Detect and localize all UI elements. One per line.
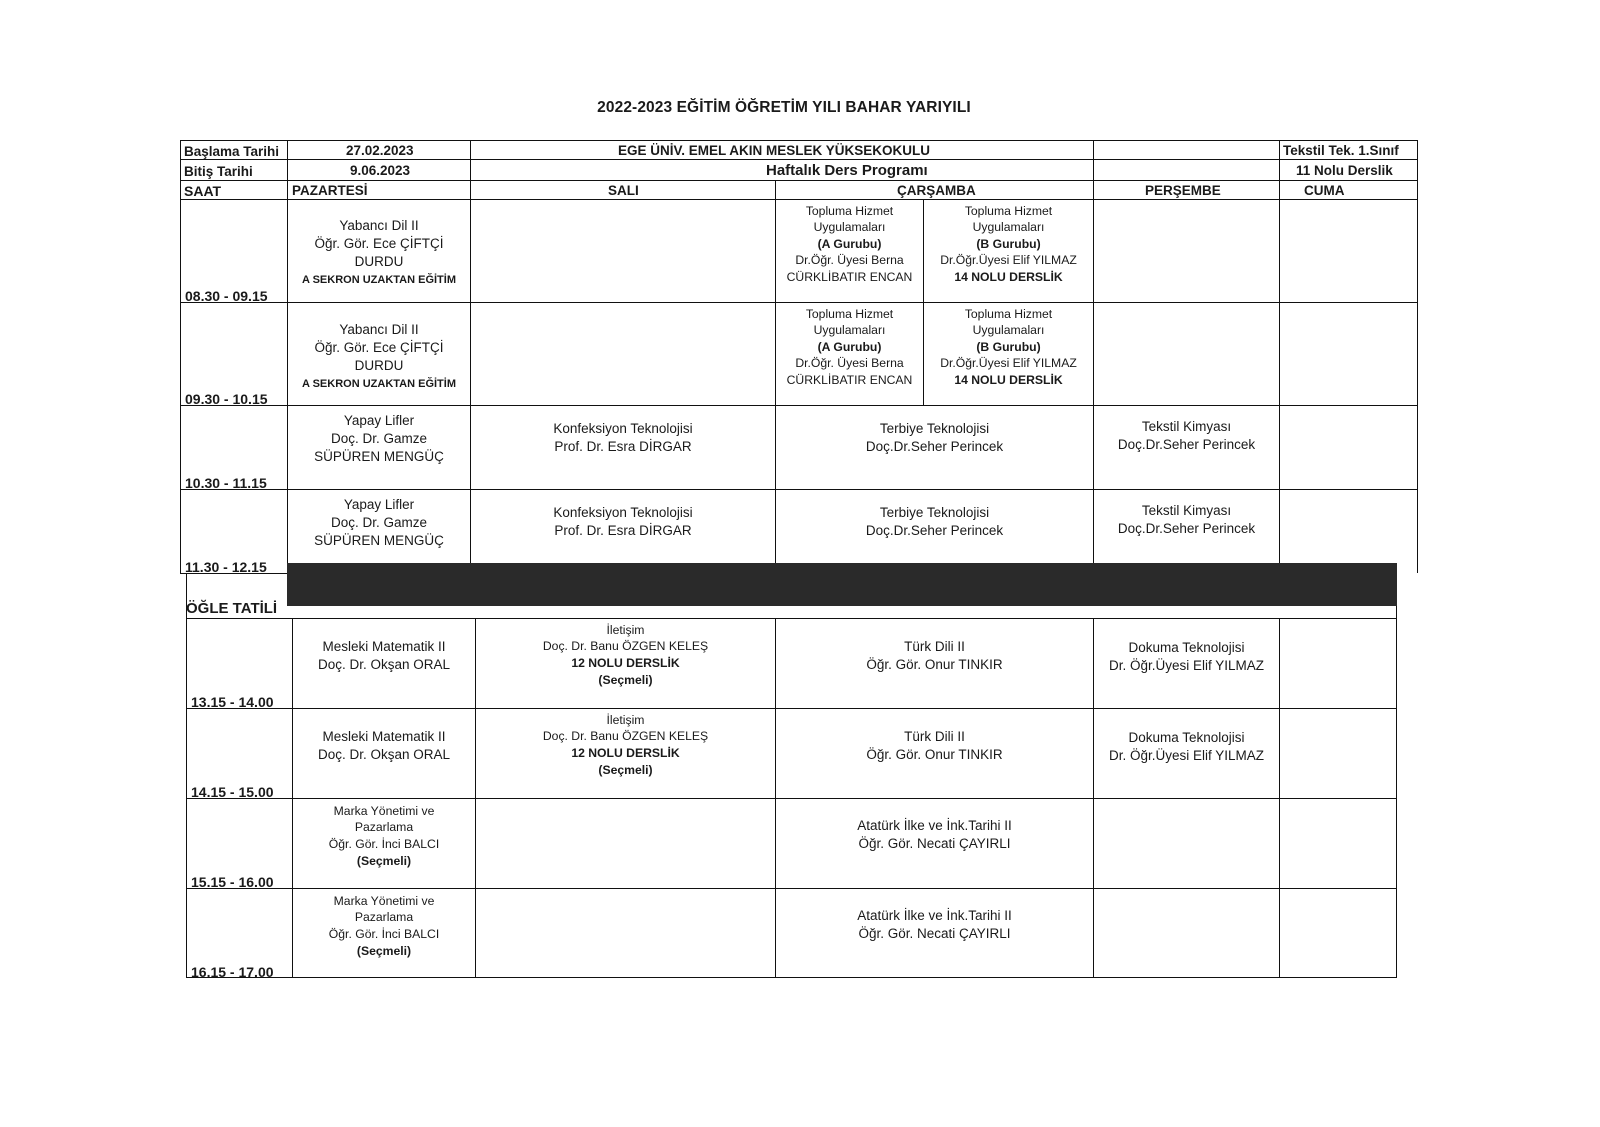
end-date-value: 9.06.2023 xyxy=(350,163,411,178)
instructor-name: Öğr. Gör. Onur TINKIR xyxy=(866,657,1003,672)
course-cell xyxy=(288,318,470,396)
course-cell xyxy=(293,636,475,676)
grid-line xyxy=(1396,606,1397,977)
instructor-name: Doç. Dr. Banu ÖZGEN KELEŞ xyxy=(542,729,709,744)
end-date-label: Bitiş Tarihi xyxy=(184,164,253,179)
course-cell xyxy=(776,200,923,288)
instructor-name: Dr.Öğr.Üyesi Elif YILMAZ xyxy=(940,356,1077,371)
course-name: Topluma Hizmet xyxy=(805,203,894,218)
room-note: 14 NOLU DERSLİK xyxy=(954,372,1063,387)
elective-note: (Seçmeli) xyxy=(356,853,412,868)
class-name: Tekstil Tek. 1.Sınıf xyxy=(1283,143,1399,158)
group-label: (B Gurubu) xyxy=(976,236,1041,251)
grid-line xyxy=(186,977,1397,978)
course-cell xyxy=(288,214,470,292)
course-cell xyxy=(776,726,1093,766)
col-header-time: SAAT xyxy=(184,183,222,199)
instructor-name: Doç. Dr. Gamze xyxy=(330,431,428,446)
instructor-name: Öğr. Gör. Necati ÇAYIRLI xyxy=(858,926,1011,941)
course-name: Pazarlama xyxy=(354,910,414,925)
course-name: Marka Yönetimi ve xyxy=(333,893,435,908)
course-name: Uygulamaları xyxy=(972,220,1045,235)
instructor-name: Öğr. Gör. Ece ÇİFTÇİ xyxy=(314,340,444,355)
course-name: Uygulamaları xyxy=(813,323,886,338)
course-cell xyxy=(288,494,470,552)
instructor-name: DURDU xyxy=(354,358,404,373)
course-name: Dokuma Teknolojisi xyxy=(1128,730,1245,745)
course-name: Marka Yönetimi ve xyxy=(333,803,435,818)
room-label: 11 Nolu Derslik xyxy=(1296,163,1393,178)
course-name: Dokuma Teknolojisi xyxy=(1128,640,1245,655)
course-cell xyxy=(1094,727,1279,767)
col-header-thursday: PERŞEMBE xyxy=(1145,183,1221,198)
course-name: İletişim xyxy=(606,622,645,637)
course-name: Konfeksiyon Teknolojisi xyxy=(553,421,693,436)
grid-line xyxy=(180,140,1417,141)
col-header-monday: PAZARTESİ xyxy=(292,183,368,198)
course-cell xyxy=(476,619,775,691)
instructor-name: Öğr. Gör. İnci BALCI xyxy=(328,837,440,851)
course-name: Topluma Hizmet xyxy=(964,306,1053,321)
elective-note: (Seçmeli) xyxy=(356,943,412,958)
course-cell xyxy=(924,303,1093,391)
instructor-name: Doç. Dr. Okşan ORAL xyxy=(317,747,451,762)
course-name: Mesleki Matematik II xyxy=(322,639,446,654)
lunch-label: ÖĞLE TATİLİ xyxy=(186,600,278,617)
course-name: Mesleki Matematik II xyxy=(322,729,446,744)
course-name: Topluma Hizmet xyxy=(964,203,1053,218)
course-name: Türk Dili II xyxy=(904,639,965,654)
grid-line xyxy=(180,180,1417,181)
instructor-name: Prof. Dr. Esra DİRGAR xyxy=(554,439,692,454)
course-cell xyxy=(1094,637,1279,677)
col-header-wednesday: ÇARŞAMBA xyxy=(897,183,976,198)
time-slot-label: 13.15 - 14.00 xyxy=(191,694,274,710)
time-slot-label: 16.15 - 17.00 xyxy=(191,964,274,980)
room-note: 12 NOLU DERSLİK xyxy=(571,746,680,760)
time-slot-label: 15.15 - 16.00 xyxy=(191,874,274,890)
course-name: Yapay Lifler xyxy=(343,413,415,428)
instructor-name: Dr.Öğr. Üyesi Berna xyxy=(795,253,904,268)
grid-line xyxy=(180,140,181,573)
course-cell xyxy=(293,800,475,872)
room-note: 14 NOLU DERSLİK xyxy=(954,269,1063,284)
grid-line xyxy=(186,798,1397,799)
instructor-name: Doç.Dr.Seher Perincek xyxy=(865,439,1004,454)
course-cell xyxy=(1094,500,1279,540)
location-note: A SEKRON UZAKTAN EĞİTİM xyxy=(302,378,456,390)
course-name: Atatürk İlke ve İnk.Tarihi II xyxy=(857,908,1012,923)
program-title: Haftalık Ders Programı xyxy=(766,162,928,179)
group-label: (A Gurubu) xyxy=(817,339,882,354)
instructor-name: Doç.Dr.Seher Perincek xyxy=(865,523,1004,538)
course-cell xyxy=(776,303,923,391)
course-name: İletişim xyxy=(606,712,645,727)
instructor-name: Doç.Dr.Seher Perincek xyxy=(1117,437,1256,452)
instructor-name: SÜPÜREN MENGÜÇ xyxy=(314,533,444,548)
time-slot-label: 14.15 - 15.00 xyxy=(191,784,274,800)
instructor-name: Dr. Öğr.Üyesi Elif YILMAZ xyxy=(1108,748,1265,763)
time-slot-label: 11.30 - 12.15 xyxy=(185,559,267,575)
course-cell xyxy=(293,726,475,766)
course-cell xyxy=(776,905,1093,945)
time-slot-label: 08.30 - 09.15 xyxy=(185,288,268,304)
course-cell xyxy=(471,502,775,542)
instructor-name: Doç. Dr. Gamze xyxy=(330,515,428,530)
course-name: Terbiye Teknolojisi xyxy=(879,505,990,520)
course-name: Yabancı Dil II xyxy=(339,322,419,337)
col-header-tuesday: SALI xyxy=(608,183,639,198)
instructor-name: DURDU xyxy=(354,254,404,269)
course-name: Tekstil Kimyası xyxy=(1141,419,1232,434)
course-cell xyxy=(776,815,1093,855)
course-cell xyxy=(471,418,775,458)
elective-note: (Seçmeli) xyxy=(598,762,653,777)
room-note: 12 NOLU DERSLİK xyxy=(571,656,680,670)
course-cell xyxy=(776,636,1093,676)
course-name: Terbiye Teknolojisi xyxy=(879,421,990,436)
grid-line xyxy=(186,573,187,977)
course-cell xyxy=(776,502,1093,542)
instructor-name: Dr.Öğr. Üyesi Berna xyxy=(795,356,904,371)
course-name: Pazarlama xyxy=(354,820,414,835)
instructor-name: SÜPÜREN MENGÜÇ xyxy=(314,449,444,464)
grid-line xyxy=(180,405,1417,406)
instructor-name: CÜRKLİBATIR ENCAN xyxy=(786,269,913,284)
group-label: (B Gurubu) xyxy=(976,339,1041,354)
grid-line xyxy=(1417,140,1418,573)
group-label: (A Gurubu) xyxy=(817,236,882,251)
start-date-label: Başlama Tarihi xyxy=(184,144,280,159)
page-title: 2022-2023 EĞİTİM ÖĞRETİM YILI BAHAR YARIYILI xyxy=(597,99,971,116)
grid-line xyxy=(1279,140,1280,573)
instructor-name: Öğr. Gör. Onur TINKIR xyxy=(866,747,1003,762)
course-name: Tekstil Kimyası xyxy=(1141,503,1232,518)
course-name: Uygulamaları xyxy=(972,323,1045,338)
course-name: Topluma Hizmet xyxy=(805,306,894,321)
instructor-name: Prof. Dr. Esra DİRGAR xyxy=(554,523,692,538)
elective-note: (Seçmeli) xyxy=(598,672,653,687)
instructor-name: Öğr. Gör. İnci BALCI xyxy=(328,927,440,941)
course-cell xyxy=(293,890,475,962)
grid-line xyxy=(1279,618,1280,977)
grid-line xyxy=(186,618,1397,619)
course-cell xyxy=(288,410,470,468)
course-name: Yabancı Dil II xyxy=(339,218,419,233)
lunch-break-bar xyxy=(287,563,1397,606)
instructor-name: Doç. Dr. Okşan ORAL xyxy=(317,657,451,672)
course-cell xyxy=(1094,416,1279,456)
course-name: Konfeksiyon Teknolojisi xyxy=(553,505,693,520)
time-slot-label: 10.30 - 11.15 xyxy=(185,475,267,491)
location-note: A SEKRON UZAKTAN EĞİTİM xyxy=(302,274,456,286)
course-cell xyxy=(476,709,775,781)
course-name: Atatürk İlke ve İnk.Tarihi II xyxy=(857,818,1012,833)
instructor-name: Öğr. Gör. Ece ÇİFTÇİ xyxy=(314,236,444,251)
instructor-name: Dr. Öğr.Üyesi Elif YILMAZ xyxy=(1108,658,1265,673)
instructor-name: Dr.Öğr.Üyesi Elif YILMAZ xyxy=(940,253,1077,268)
instructor-name: Doç. Dr. Banu ÖZGEN KELEŞ xyxy=(542,639,709,654)
grid-line xyxy=(186,888,1397,889)
course-name: Yapay Lifler xyxy=(343,497,415,512)
instructor-name: Doç.Dr.Seher Perincek xyxy=(1117,521,1256,536)
grid-line xyxy=(180,159,1417,160)
grid-line xyxy=(180,489,1417,490)
time-slot-label: 09.30 - 10.15 xyxy=(185,391,268,407)
instructor-name: Öğr. Gör. Necati ÇAYIRLI xyxy=(858,836,1011,851)
institution-name: EGE ÜNİV. EMEL AKIN MESLEK YÜKSEKOKULU xyxy=(618,143,931,158)
col-header-friday: CUMA xyxy=(1304,183,1345,198)
grid-line xyxy=(186,708,1397,709)
course-name: Uygulamaları xyxy=(813,220,886,235)
course-cell xyxy=(924,200,1093,288)
instructor-name: CÜRKLİBATIR ENCAN xyxy=(786,372,913,387)
course-cell xyxy=(776,418,1093,458)
course-name: Türk Dili II xyxy=(904,729,965,744)
start-date-value: 27.02.2023 xyxy=(346,143,414,158)
